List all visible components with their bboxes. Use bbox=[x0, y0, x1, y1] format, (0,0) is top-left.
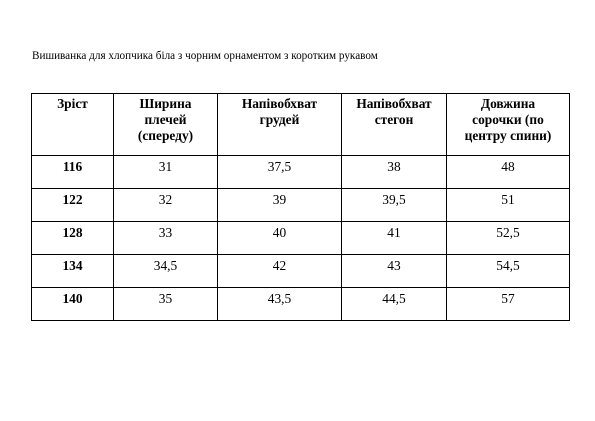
header-half-hip-line1: Напівобхват bbox=[356, 96, 432, 111]
table-row bbox=[32, 255, 570, 288]
header-shoulder-width-line3: (спереду) bbox=[137, 128, 194, 143]
header-shirt-length-line2: сорочки (по bbox=[472, 112, 544, 127]
table-header-row bbox=[32, 94, 570, 156]
cell-half-chest: 37,5 bbox=[218, 156, 342, 189]
header-shirt-length bbox=[447, 94, 570, 156]
table-row bbox=[32, 288, 570, 321]
cell-half-hip: 43 bbox=[342, 255, 447, 288]
cell-shirt-length: 51 bbox=[447, 189, 570, 222]
header-shirt-length-line3: центру спини) bbox=[464, 128, 552, 143]
header-half-chest-line2: грудей bbox=[259, 112, 300, 127]
cell-height: 140 bbox=[32, 288, 114, 321]
cell-height: 134 bbox=[32, 255, 114, 288]
header-shoulder-width-line2: плечей bbox=[144, 112, 187, 127]
cell-shoulder-width: 33 bbox=[114, 222, 218, 255]
cell-shoulder-width: 35 bbox=[114, 288, 218, 321]
cell-shoulder-width: 32 bbox=[114, 189, 218, 222]
cell-half-chest: 40 bbox=[218, 222, 342, 255]
cell-height: 122 bbox=[32, 189, 114, 222]
cell-shirt-length: 48 bbox=[447, 156, 570, 189]
header-shoulder-width bbox=[114, 94, 218, 156]
cell-shirt-length: 54,5 bbox=[447, 255, 570, 288]
cell-height: 128 bbox=[32, 222, 114, 255]
table-row bbox=[32, 222, 570, 255]
document-caption: Вишиванка для хлопчика біла з чорним орнаментом з коротким рукавом bbox=[32, 50, 378, 62]
size-table bbox=[31, 93, 570, 321]
cell-shoulder-width: 34,5 bbox=[114, 255, 218, 288]
cell-half-chest: 42 bbox=[218, 255, 342, 288]
cell-half-chest: 39 bbox=[218, 189, 342, 222]
header-half-chest-line1: Напівобхват bbox=[241, 96, 318, 111]
header-shoulder-width-line1: Ширина bbox=[139, 96, 192, 111]
header-half-hip-line2: стегон bbox=[374, 112, 414, 127]
cell-height: 116 bbox=[32, 156, 114, 189]
cell-half-hip: 39,5 bbox=[342, 189, 447, 222]
cell-half-chest: 43,5 bbox=[218, 288, 342, 321]
cell-half-hip: 44,5 bbox=[342, 288, 447, 321]
header-shirt-length-line1: Довжина bbox=[480, 96, 536, 111]
header-half-chest bbox=[218, 94, 342, 156]
cell-shoulder-width: 31 bbox=[114, 156, 218, 189]
header-half-hip bbox=[342, 94, 447, 156]
header-height bbox=[32, 94, 114, 156]
cell-half-hip: 38 bbox=[342, 156, 447, 189]
header-height-line1: Зріст bbox=[57, 96, 88, 111]
cell-shirt-length: 57 bbox=[447, 288, 570, 321]
cell-shirt-length: 52,5 bbox=[447, 222, 570, 255]
cell-half-hip: 41 bbox=[342, 222, 447, 255]
table-row bbox=[32, 189, 570, 222]
table-row bbox=[32, 156, 570, 189]
